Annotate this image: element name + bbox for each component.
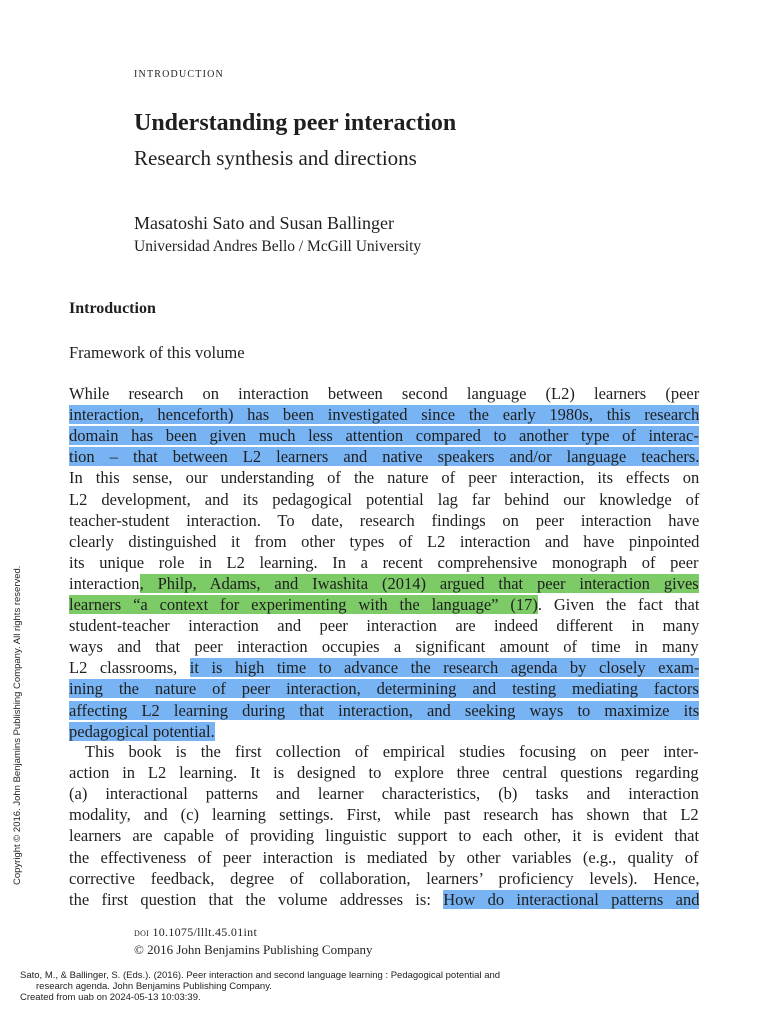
citation-line-2: research agenda. John Benjamins Publishing Company. — [36, 981, 272, 992]
highlight-blue: interaction, henceforth) has been investigated since the early 1980s, this research — [69, 405, 700, 425]
text-segment: L2 development, and its pedagogical potential lag far behind our knowledge of — [69, 489, 700, 509]
citation-block — [20, 970, 660, 1003]
text-line — [69, 868, 699, 889]
text-segment: student-teacher interaction and peer interaction are indeed different in many — [69, 616, 700, 636]
text-line — [69, 467, 699, 488]
text-segment: (a) interactional patterns and learner characteristics, (b) tasks and interaction — [69, 784, 699, 804]
highlight-blue: tion – that between L2 learners and native speakers and/or language teachers. — [69, 447, 700, 467]
text-line — [69, 383, 699, 404]
text-segment: the effectiveness of peer interaction is mediated by other variables (e.g., quality of — [69, 847, 699, 867]
highlight-blue: ining the nature of peer interaction, determining and testing mediating factors — [69, 679, 699, 699]
affiliation: Universidad Andres Bello / McGill University — [134, 238, 422, 255]
chapter-label — [134, 66, 224, 82]
chapter-subtitle: Research synthesis and directions — [134, 146, 417, 170]
doi-line — [134, 925, 257, 940]
section-heading: Introduction — [69, 300, 156, 317]
subsection-heading: Framework of this volume — [69, 343, 245, 362]
highlight-green: learners “a context for experimenting with the language” (17) — [69, 595, 538, 614]
text-segment: In this sense, our understanding of the nature of peer interaction, its effects on — [69, 468, 700, 488]
text-segment: While research on interaction between second language (L2) learners (peer — [69, 384, 700, 403]
text-line — [69, 804, 699, 825]
text-line — [85, 741, 699, 762]
text-line — [69, 678, 699, 699]
text-segment: corrective feedback, degree of collaboration, learners’ proficiency levels). Hence, — [69, 868, 700, 888]
text-line — [69, 847, 699, 868]
text-segment: L2 classrooms, — [69, 658, 190, 678]
text-segment: its unique role in L2 learning. In a recent comprehensive monograph of peer — [69, 552, 699, 572]
highlight-blue: How do interactional patterns and — [443, 889, 700, 909]
text-segment: the first question that the volume addresses is: — [69, 889, 444, 909]
text-line — [69, 573, 699, 594]
highlight-blue: it is high time to advance the research agenda by closely exam- — [189, 658, 700, 678]
text-segment: action in L2 learning. It is designed to explore three central questions regarding — [69, 763, 699, 783]
text-segment: clearly distinguished it from other types of L2 interaction and have pinpointed — [69, 531, 700, 551]
text-segment: learners are capable of providing linguistic support to each other, it is evident that — [69, 826, 700, 846]
text-segment: teacher-student interaction. To date, research findings on peer interaction have — [69, 510, 700, 530]
text-segment: interaction — [69, 573, 140, 593]
text-line — [69, 825, 699, 846]
text-segment: . Given the fact that — [537, 595, 700, 614]
highlight-green: , Philp, Adams, and Iwashita (2014) argued that peer interaction gives — [139, 573, 699, 593]
highlight-blue: affecting L2 learning during that interaction, and seeking ways to maximize its — [69, 700, 700, 720]
text-line — [69, 636, 699, 657]
text-line — [69, 446, 699, 467]
authors: Masatoshi Sato and Susan Ballinger — [134, 213, 394, 233]
text-line — [69, 615, 699, 636]
highlight-blue: domain has been given much less attention compared to another type of interac- — [69, 426, 699, 446]
chapter-title: Understanding peer interaction — [134, 110, 457, 136]
text-line — [69, 721, 215, 742]
text-line — [69, 510, 699, 531]
text-line — [69, 594, 699, 615]
text-line — [69, 552, 699, 573]
highlight-blue: pedagogical potential. — [69, 721, 215, 741]
text-line — [69, 762, 699, 783]
citation-line-1: Sato, M., & Ballinger, S. (Eds.). (2016). Peer interaction and second language learning : Pedagogical potential and — [20, 970, 501, 981]
chapter-label-text: introduction — [134, 66, 224, 81]
text-line — [69, 425, 699, 446]
text-line — [69, 657, 699, 678]
doi-value: 10.1075/lllt.45.01int — [152, 925, 258, 939]
text-line — [69, 489, 699, 510]
text-line — [69, 889, 699, 910]
text-segment: This book is the first collection of empirical studies focusing on peer inter- — [85, 742, 699, 761]
text-line — [69, 531, 699, 552]
text-line — [69, 783, 699, 804]
side-copyright-notice: Copyright © 2016. John Benjamins Publishing Company. All rights reserved. — [12, 565, 23, 885]
citation-line-3: Created from uab on 2024-05-13 10:03:39. — [20, 992, 201, 1003]
text-segment: modality, and (c) learning settings. First, while past research has shown that L2 — [69, 805, 699, 825]
copyright-line: © 2016 John Benjamins Publishing Company — [134, 942, 373, 957]
text-line — [69, 700, 699, 721]
text-segment: ways and that peer interaction occupies a significant amount of time in many — [69, 637, 699, 657]
text-line — [69, 404, 699, 425]
doi-prefix: doi — [134, 925, 150, 939]
